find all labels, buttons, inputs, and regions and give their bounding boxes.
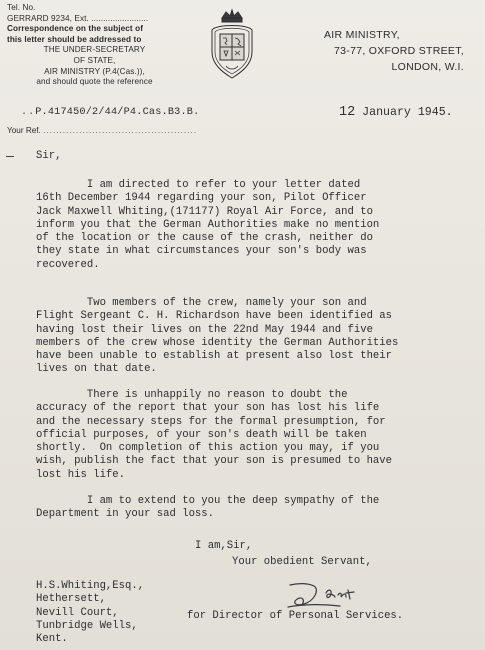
text-line: members of the crew whose identity the German Authorities bbox=[36, 336, 399, 349]
address-line: Nevill Court, bbox=[36, 606, 119, 619]
paragraph-3 bbox=[36, 389, 476, 482]
closing-line-1: I am,Sir, bbox=[195, 540, 253, 552]
air-ministry-title: AIR MINISTRY, bbox=[324, 29, 400, 41]
text-line: I am directed to refer to your letter dated bbox=[36, 179, 361, 191]
text-line: Jack Maxwell Whiting,(171177) Royal Air Force, and to bbox=[36, 205, 373, 218]
text-line: shortly. On completion of this action you may, if you bbox=[36, 442, 380, 455]
header-left-block bbox=[7, 3, 182, 88]
paragraph-1 bbox=[36, 179, 476, 272]
of-state: OF STATE, bbox=[73, 55, 116, 65]
text-line: lost his life. bbox=[36, 468, 126, 481]
text-line: wish, publish the fact that your son is presumed to have bbox=[36, 455, 393, 468]
correspondence-line-1: Correspondence on the subject of bbox=[7, 24, 144, 34]
correspondence-line-2: this letter should be addressed to bbox=[7, 34, 142, 44]
text-line: accuracy of the report that your son has lost his life bbox=[36, 402, 380, 415]
under-secretary: THE UNDER-SECRETARY bbox=[43, 45, 146, 55]
text-line: and the necessary steps for the formal presumption, for bbox=[36, 415, 386, 428]
text-line: of the location or the cause of the crash, neither do bbox=[36, 232, 373, 245]
address-line: Tunbridge Wells, bbox=[36, 619, 138, 632]
closing-line-2: Your obedient Servant, bbox=[232, 556, 372, 568]
text-line: having lost their lives on the 22nd May 1944 and five bbox=[36, 323, 373, 336]
signature bbox=[284, 577, 376, 613]
text-line: they state in what circumstances your son's body was bbox=[36, 245, 367, 258]
address-line: H.S.Whiting,Esq., bbox=[36, 580, 145, 592]
text-line: official purposes, of your son's death will be taken bbox=[36, 428, 367, 441]
text-line: lives on that date. bbox=[36, 363, 157, 376]
fold-mark bbox=[6, 156, 14, 157]
text-line: Two members of the crew, namely your son and bbox=[36, 297, 367, 309]
city-line: LONDON, W.I. bbox=[391, 61, 464, 73]
header-right-address bbox=[314, 27, 464, 75]
text-line: recovered. bbox=[36, 258, 100, 271]
your-ref-line: Your Ref. ............................................... bbox=[7, 126, 198, 135]
street-line: 73-77, OXFORD STREET, bbox=[334, 45, 464, 57]
paragraph-2 bbox=[36, 297, 476, 377]
tel-label: Tel. No. bbox=[7, 3, 36, 12]
reference-number: ..P.417450/2/44/P4.Cas.B3.B. bbox=[21, 107, 200, 118]
letter-date: 12 January 1945. bbox=[339, 105, 453, 120]
royal-crest-icon bbox=[204, 8, 260, 84]
text-line: Department in your sad loss. bbox=[36, 508, 215, 521]
text-line: 16th December 1944 regarding your son, Pilot Officer bbox=[36, 192, 367, 205]
text-line: inform you that the German Authorities make no mention bbox=[36, 218, 380, 231]
text-line: There is unhappily no reason to doubt the bbox=[36, 389, 348, 401]
signoff-line: for Director of Personal Services. bbox=[187, 610, 404, 622]
quote-reference-line: and should quote the reference bbox=[36, 77, 153, 87]
address-line: Hethersett, bbox=[36, 593, 106, 606]
salutation: Sir, bbox=[36, 150, 62, 162]
text-line: have been unable to establish at present also lost their bbox=[36, 350, 393, 363]
paragraph-4 bbox=[36, 495, 476, 522]
air-ministry-dept: AIR MINISTRY (P.4(Cas.)), bbox=[44, 66, 145, 76]
text-line: I am to extend to you the deep sympathy of the bbox=[36, 495, 380, 507]
addressee-block bbox=[36, 580, 144, 646]
text-line: Flight Sergeant C. H. Richardson have been identified as bbox=[36, 310, 393, 323]
address-line: Kent. bbox=[36, 633, 68, 646]
gerrard-line: GERRARD 9234, Ext. ........................ bbox=[7, 13, 149, 23]
